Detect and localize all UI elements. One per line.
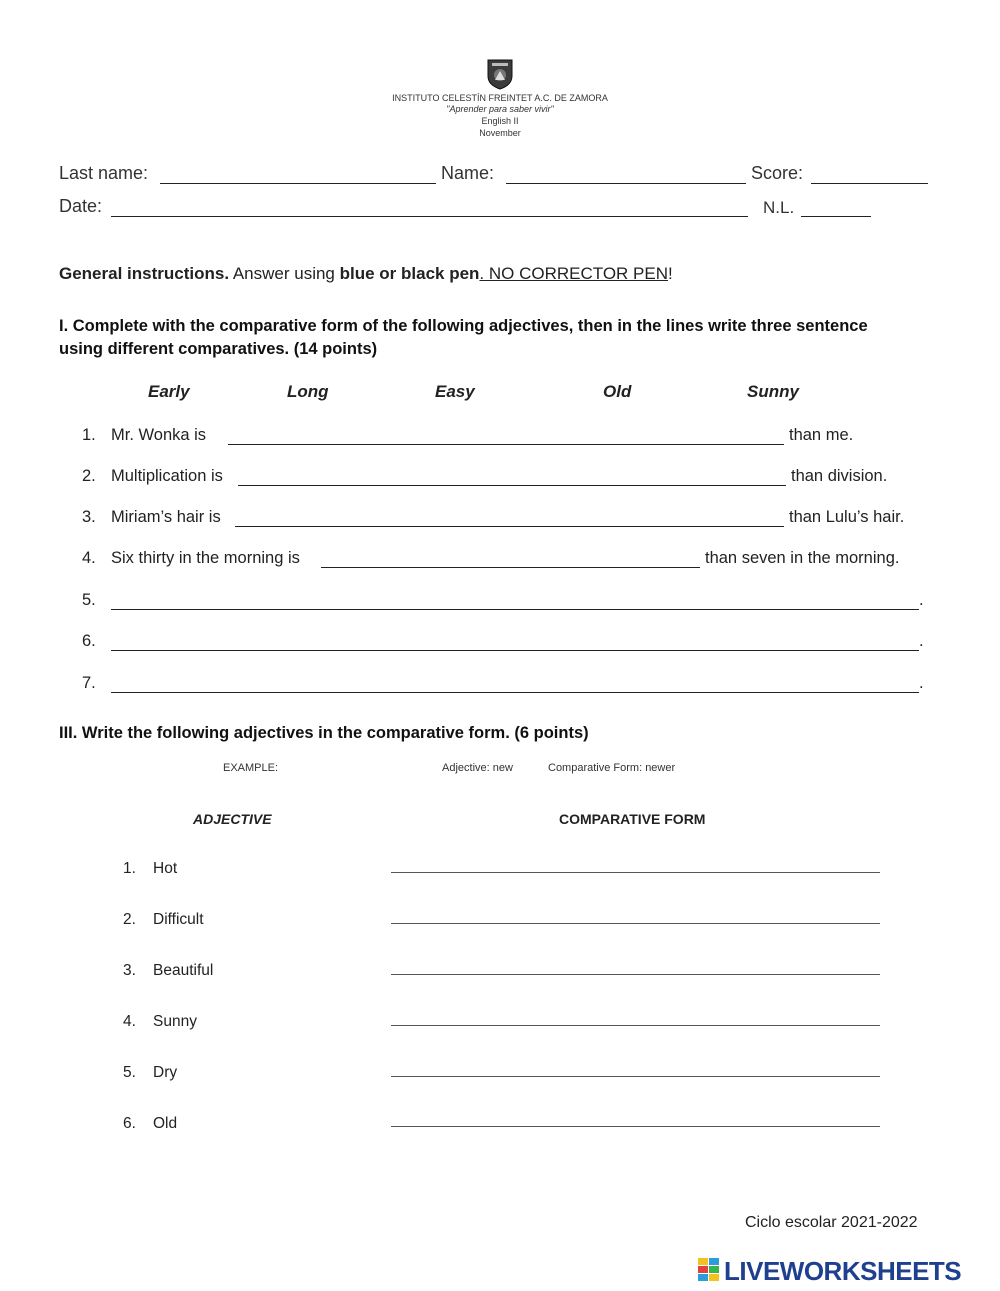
row-adjective: Hot — [153, 860, 178, 877]
name-field[interactable] — [506, 166, 746, 184]
row-number: 6. — [123, 1115, 136, 1132]
school-motto: "Aprender para saber vivir" — [446, 104, 554, 114]
item-number: 4. — [82, 549, 96, 567]
item-ending: . — [919, 632, 924, 650]
row-number: 4. — [123, 1013, 136, 1030]
adjective-word: Easy — [435, 382, 475, 401]
sentence-line[interactable] — [111, 634, 919, 651]
example-label: EXAMPLE: — [223, 762, 279, 774]
adjective-word: Early — [148, 382, 190, 401]
answer-line[interactable] — [321, 551, 700, 568]
column-header-comparative: COMPARATIVE FORM — [559, 811, 706, 827]
item-number: 2. — [82, 467, 96, 485]
comparative-answer-line[interactable] — [391, 858, 880, 873]
adjective-word: Sunny — [747, 382, 799, 401]
school-crest-icon — [486, 58, 514, 90]
column-header-adjective: ADJECTIVE — [193, 811, 272, 827]
date-label: Date: — [59, 196, 103, 216]
item-prompt: Mr. Wonka is — [111, 426, 207, 444]
score-field[interactable] — [811, 166, 928, 184]
example-comparative: Comparative Form: newer — [548, 762, 676, 774]
instructions-text: Answer using — [229, 264, 340, 283]
item-ending: . — [919, 591, 924, 609]
comparative-answer-line[interactable] — [391, 909, 880, 924]
row-adjective: Dry — [153, 1064, 178, 1081]
row-adjective: Beautiful — [153, 962, 214, 979]
last-name-field[interactable] — [160, 166, 436, 184]
row-number: 3. — [123, 962, 136, 979]
sentence-line[interactable] — [111, 676, 919, 693]
item-number: 1. — [82, 426, 96, 444]
instructions-no-corrector: . NO CORRECTOR PEN — [479, 264, 669, 283]
item-ending: . — [919, 674, 924, 692]
item-prompt: Multiplication is — [111, 467, 223, 485]
answer-line[interactable] — [235, 510, 784, 527]
school-name: INSTITUTO CELESTÍN FREINTET A.C. DE ZAMORA — [392, 93, 608, 103]
nl-field[interactable] — [801, 199, 871, 217]
item-prompt: Miriam’s hair is — [111, 508, 221, 526]
name-label: Name: — [441, 163, 495, 183]
item-prompt: Six thirty in the morning is — [111, 549, 300, 567]
last-name-label: Last name: — [59, 163, 149, 183]
item-number: 7. — [82, 674, 96, 692]
item-ending: than Lulu’s hair. — [789, 508, 905, 526]
item-ending: than seven in the morning. — [705, 549, 900, 567]
adjective-word: Long — [287, 382, 329, 401]
example-adjective: Adjective: new — [442, 762, 513, 774]
date-field[interactable] — [111, 199, 748, 217]
comparative-answer-line[interactable] — [391, 1112, 880, 1127]
comparative-answer-line[interactable] — [391, 1062, 880, 1077]
row-number: 5. — [123, 1064, 136, 1081]
general-instructions — [59, 264, 673, 284]
row-number: 2. — [123, 911, 136, 928]
liveworksheets-blocks-icon — [698, 1258, 720, 1282]
sentence-line[interactable] — [111, 593, 919, 610]
row-adjective: Old — [153, 1115, 178, 1132]
school-year: Ciclo escolar 2021-2022 — [745, 1214, 918, 1231]
comparative-answer-line[interactable] — [391, 960, 880, 975]
row-number: 1. — [123, 860, 136, 877]
instructions-end: ! — [668, 264, 673, 283]
item-ending: than me. — [789, 426, 854, 444]
answer-line[interactable] — [238, 469, 786, 486]
month-label: November — [479, 128, 521, 138]
section3-title: III. Write the following adjectives in the comparative form. (6 points) — [59, 724, 589, 742]
item-number: 5. — [82, 591, 96, 609]
comparative-answer-line[interactable] — [391, 1011, 880, 1026]
row-adjective: Difficult — [153, 911, 204, 928]
section1-title-line2: using different comparatives. (14 points) — [59, 340, 378, 358]
score-label: Score: — [751, 163, 804, 183]
adjective-word: Old — [603, 382, 632, 401]
row-adjective: Sunny — [153, 1013, 197, 1030]
instructions-pen: blue or black pen — [339, 264, 480, 283]
item-number: 3. — [82, 508, 96, 526]
liveworksheets-wordmark: LIVEWORKSHEETS — [724, 1256, 962, 1286]
item-number: 6. — [82, 632, 96, 650]
item-ending: than division. — [791, 467, 888, 485]
instructions-heading: General instructions. — [59, 264, 230, 283]
section1-title-line1: I. Complete with the comparative form of the following adjectives, then in the lines write three sentence — [59, 317, 868, 335]
course-name: English II — [481, 116, 519, 126]
nl-label: N.L. — [763, 198, 795, 217]
answer-line[interactable] — [228, 428, 784, 445]
